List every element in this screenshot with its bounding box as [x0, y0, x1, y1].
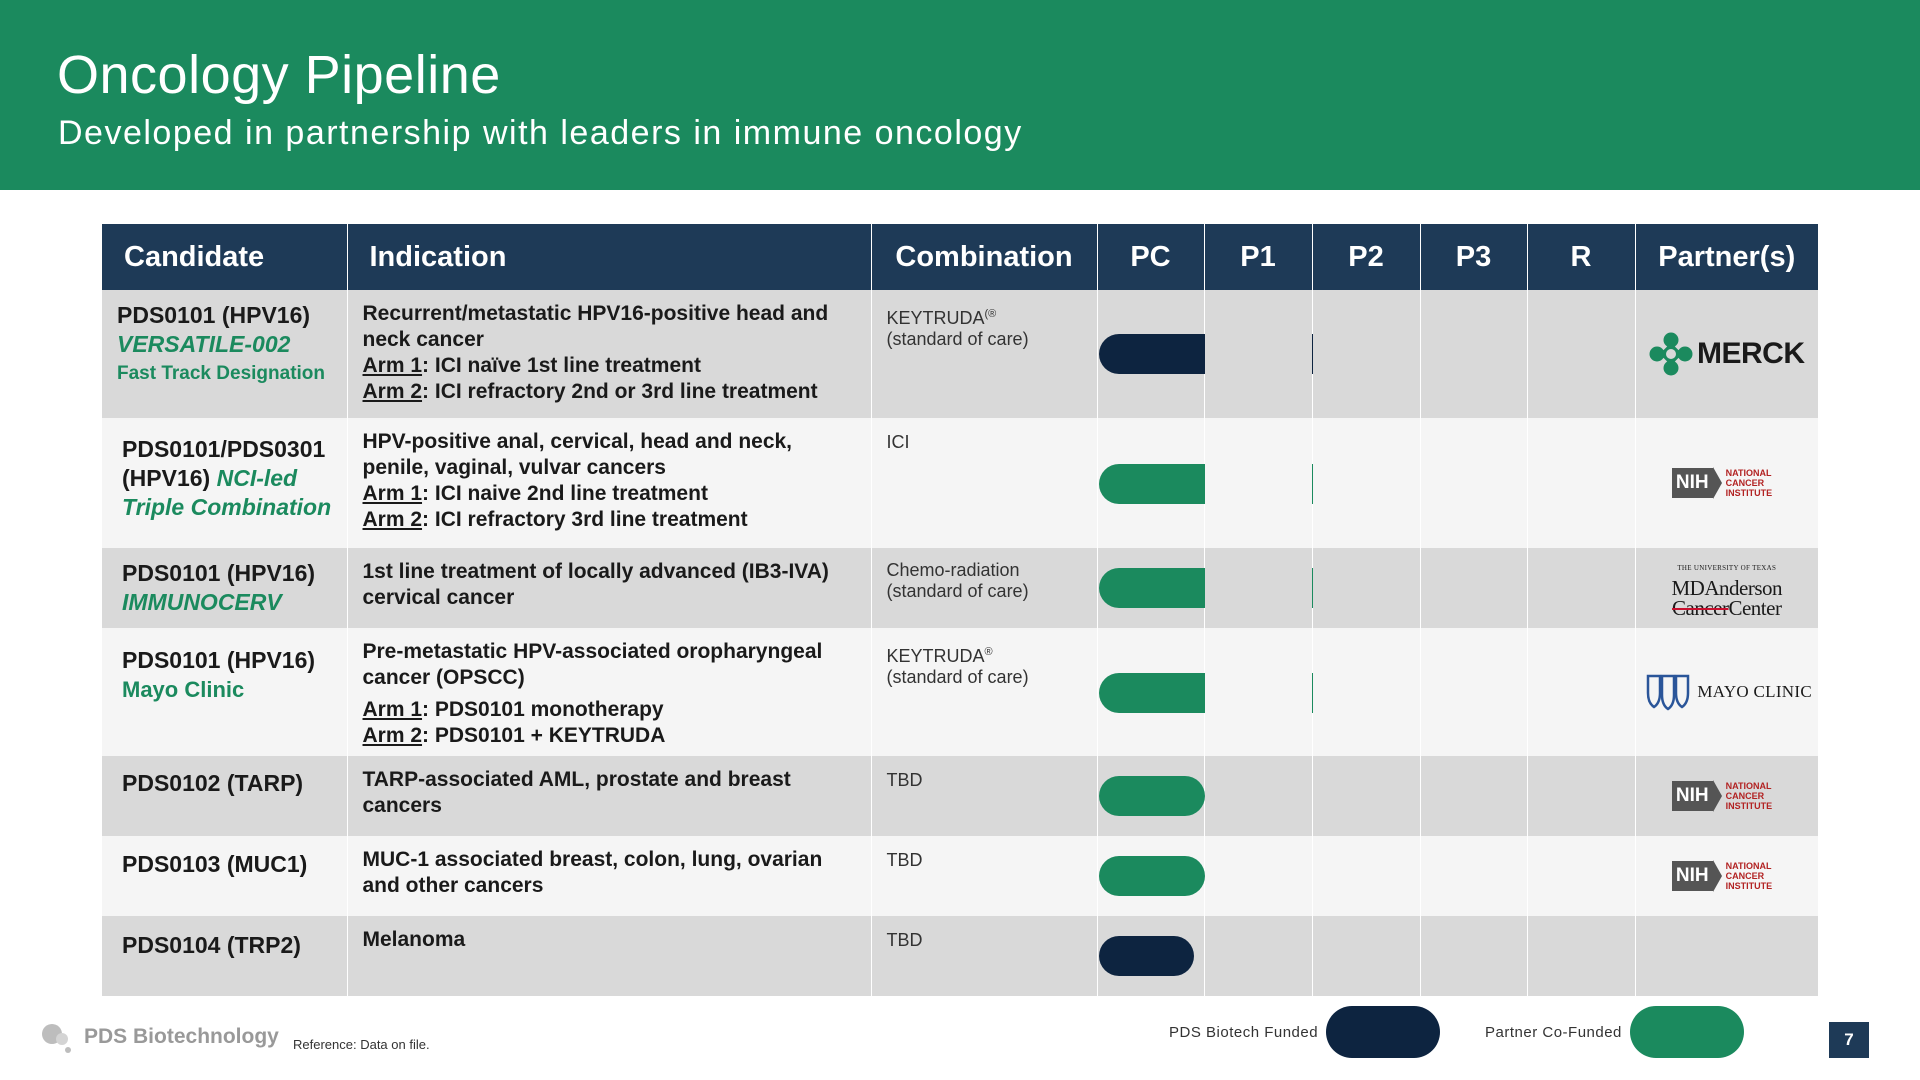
- stage-cell-pc: [1097, 418, 1204, 548]
- arm-line: Arm 2: ICI refractory 2nd or 3rd line treatment: [362, 380, 818, 403]
- column-header-pc: PC: [1097, 224, 1204, 290]
- stage-cell-p3: [1420, 916, 1527, 996]
- partner-cell: [1635, 418, 1818, 548]
- stage-cell-pc: [1097, 290, 1204, 418]
- combination-cell: [871, 418, 1097, 548]
- indication-cell: [347, 548, 871, 628]
- combination-cell: [871, 628, 1097, 756]
- merck-logo-icon: [1649, 332, 1693, 376]
- mayo-clinic-logo-icon: [1645, 673, 1691, 711]
- partner-name: MERCK: [1697, 337, 1805, 370]
- stage-cell-r: [1527, 548, 1635, 628]
- candidate-cell: [102, 290, 347, 418]
- indication-cell: [347, 756, 871, 836]
- table-row: [102, 628, 1818, 756]
- combination-cell: [871, 836, 1097, 916]
- progress-bar: [1099, 936, 1194, 976]
- partner-cell: [1635, 628, 1818, 756]
- stage-cell-p3: [1420, 290, 1527, 418]
- stage-cell-p2: [1312, 756, 1420, 836]
- combination-text: ICI: [886, 432, 910, 452]
- table-row: [102, 756, 1818, 836]
- indication-text: Melanoma: [362, 928, 466, 951]
- indication-text: HPV-positive anal, cervical, head and neck, penile, vaginal, vulvar cancers: [362, 430, 793, 479]
- stage-cell-p2: [1312, 290, 1420, 418]
- nih-logo-icon: NIH NATIONAL CANCER INSTITUTE: [1672, 780, 1782, 812]
- md-anderson-logo-icon: THE UNIVERSITY OF TEXAS MDAnderson CancerCenter: [1671, 564, 1782, 620]
- nih-logo: [1636, 756, 1819, 836]
- combination-text: TBD: [886, 850, 923, 870]
- designation-note: Fast Track Designation: [117, 363, 326, 384]
- candidate-cell: [102, 836, 347, 916]
- combination-note: (standard of care): [886, 329, 1029, 349]
- candidate-name: PDS0101 (HPV16): [122, 647, 316, 673]
- table-row: [102, 418, 1818, 548]
- trial-name: IMMUNOCERV: [122, 589, 282, 615]
- stage-cell-p1: [1204, 548, 1312, 628]
- indication-text: Recurrent/metastatic HPV16-positive head and neck cancer: [362, 302, 829, 351]
- trial-name: Mayo Clinic: [122, 677, 245, 702]
- nih-logo-icon: NIH NATIONAL CANCER INSTITUTE: [1672, 467, 1782, 499]
- merck-logo: [1636, 290, 1819, 418]
- md-anderson-logo: [1636, 548, 1819, 628]
- combination-note: (standard of care): [886, 667, 1029, 687]
- table-row: [102, 916, 1818, 996]
- indication-text: MUC-1 associated breast, colon, lung, ovarian and other cancers: [362, 848, 823, 897]
- column-header-partners: Partner(s): [1635, 224, 1818, 290]
- indication-text: 1st line treatment of locally advanced (IB3-IVA) cervical cancer: [362, 560, 829, 609]
- indication-cell: [347, 836, 871, 916]
- legend-swatch-pds: [1326, 1006, 1440, 1058]
- stage-cell-pc: [1097, 756, 1204, 836]
- stage-cell-p1: [1204, 916, 1312, 996]
- indication-cell: [347, 418, 871, 548]
- indication-cell: [347, 290, 871, 418]
- arm-line: Arm 1: ICI naive 2nd line treatment: [362, 482, 708, 505]
- stage-cell-p2: [1312, 836, 1420, 916]
- candidate-name: PDS0102 (TARP): [122, 770, 304, 796]
- combination-text: Chemo-radiation: [886, 560, 1020, 580]
- stage-cell-r: [1527, 916, 1635, 996]
- page-title: Oncology Pipeline: [57, 45, 501, 105]
- column-header-p1: P1: [1204, 224, 1312, 290]
- combination-text: KEYTRUDA: [886, 646, 985, 666]
- indication-cell: [347, 916, 871, 996]
- stage-cell-r: [1527, 836, 1635, 916]
- stage-cell-p3: [1420, 418, 1527, 548]
- stage-cell-p1: [1204, 290, 1312, 418]
- stage-cell-p2: [1312, 548, 1420, 628]
- partner-cell: [1635, 548, 1818, 628]
- combination-text: TBD: [886, 770, 923, 790]
- stage-cell-p1: [1204, 418, 1312, 548]
- stage-cell-r: [1527, 290, 1635, 418]
- candidate-name: PDS0101/PDS0301: [122, 436, 326, 462]
- table-row: [102, 548, 1818, 628]
- stage-cell-pc: [1097, 916, 1204, 996]
- candidate-name: PDS0103 (MUC1): [122, 851, 308, 877]
- candidate-cell: [102, 418, 347, 548]
- stage-cell-p3: [1420, 548, 1527, 628]
- legend-partner: [1485, 1006, 1744, 1058]
- combination-note: (standard of care): [886, 581, 1029, 601]
- partner-cell: [1635, 916, 1818, 996]
- mayo-clinic-logo: [1636, 628, 1819, 756]
- trademark-mark: (®: [984, 308, 997, 320]
- trademark-mark: ®: [984, 646, 993, 658]
- legend-swatch-partner: [1630, 1006, 1744, 1058]
- footer-logo: [40, 1020, 279, 1054]
- progress-bar: [1099, 856, 1205, 896]
- pipeline-table: [102, 224, 1818, 996]
- candidate-name-suffix: (HPV16): [122, 465, 211, 491]
- indication-text: TARP-associated AML, prostate and breast cancers: [362, 768, 791, 817]
- column-header-candidate: Candidate: [102, 224, 347, 290]
- column-header-p2: P2: [1312, 224, 1420, 290]
- stage-cell-pc: [1097, 628, 1204, 756]
- trial-lead: NCI-led: [216, 465, 298, 491]
- candidate-cell: [102, 628, 347, 756]
- indication-cell: [347, 628, 871, 756]
- table-row: [102, 836, 1818, 916]
- nih-logo-icon: NIH NATIONAL CANCER INSTITUTE: [1672, 860, 1782, 892]
- candidate-cell: [102, 548, 347, 628]
- legend-pds: [1169, 1006, 1440, 1058]
- trial-name: Triple Combination: [122, 494, 332, 520]
- stage-cell-p3: [1420, 628, 1527, 756]
- progress-bar: [1099, 776, 1205, 816]
- stage-cell-p2: [1312, 628, 1420, 756]
- column-header-indication: Indication: [347, 224, 871, 290]
- slide-header: [0, 0, 1920, 190]
- column-header-r: R: [1527, 224, 1635, 290]
- partner-cell: [1635, 290, 1818, 418]
- combination-cell: [871, 756, 1097, 836]
- arm-line: Arm 1: ICI naïve 1st line treatment: [362, 354, 701, 377]
- combination-text: TBD: [886, 930, 923, 950]
- stage-cell-p2: [1312, 418, 1420, 548]
- candidate-name: PDS0101 (HPV16): [122, 560, 316, 586]
- arm-line: Arm 1: PDS0101 monotherapy: [362, 698, 664, 721]
- stage-cell-r: [1527, 628, 1635, 756]
- candidate-name: PDS0101 (HPV16): [117, 302, 311, 328]
- indication-text: Pre-metastatic HPV-associated oropharyngeal cancer (OPSCC): [362, 640, 823, 689]
- stage-cell-p1: [1204, 756, 1312, 836]
- stage-cell-p2: [1312, 916, 1420, 996]
- page-number: 7: [1829, 1022, 1869, 1058]
- table-row: [102, 290, 1818, 418]
- reference-note: Reference: Data on file.: [293, 1037, 430, 1052]
- pds-logo-icon: [40, 1020, 74, 1054]
- candidate-name: PDS0104 (TRP2): [122, 932, 301, 958]
- partner-cell: [1635, 836, 1818, 916]
- page-subtitle: Developed in partnership with leaders in immune oncology: [58, 114, 1023, 152]
- stage-cell-p3: [1420, 756, 1527, 836]
- combination-cell: [871, 290, 1097, 418]
- nih-logo: [1636, 836, 1819, 916]
- stage-cell-pc: [1097, 836, 1204, 916]
- arm-line: Arm 2: ICI refractory 3rd line treatment: [362, 508, 748, 531]
- stage-cell-r: [1527, 756, 1635, 836]
- legend-label: Partner Co-Funded: [1485, 1023, 1622, 1041]
- candidate-cell: [102, 916, 347, 996]
- stage-cell-pc: [1097, 548, 1204, 628]
- legend-label: PDS Biotech Funded: [1169, 1023, 1319, 1041]
- trial-name: VERSATILE-002: [117, 331, 291, 357]
- arm-line: Arm 2: PDS0101 + KEYTRUDA: [362, 724, 666, 747]
- stage-cell-p3: [1420, 836, 1527, 916]
- combination-cell: [871, 916, 1097, 996]
- table-header-row: [102, 224, 1818, 290]
- combination-text: KEYTRUDA: [886, 308, 985, 328]
- candidate-cell: [102, 756, 347, 836]
- stage-cell-r: [1527, 418, 1635, 548]
- brand-name: PDS Biotechnology: [84, 1025, 279, 1048]
- partner-cell: [1635, 756, 1818, 836]
- nih-logo: [1636, 418, 1819, 548]
- partner-name: MAYO CLINIC: [1697, 682, 1812, 701]
- column-header-p3: P3: [1420, 224, 1527, 290]
- column-header-combination: Combination: [871, 224, 1097, 290]
- stage-cell-p1: [1204, 836, 1312, 916]
- stage-cell-p1: [1204, 628, 1312, 756]
- combination-cell: [871, 548, 1097, 628]
